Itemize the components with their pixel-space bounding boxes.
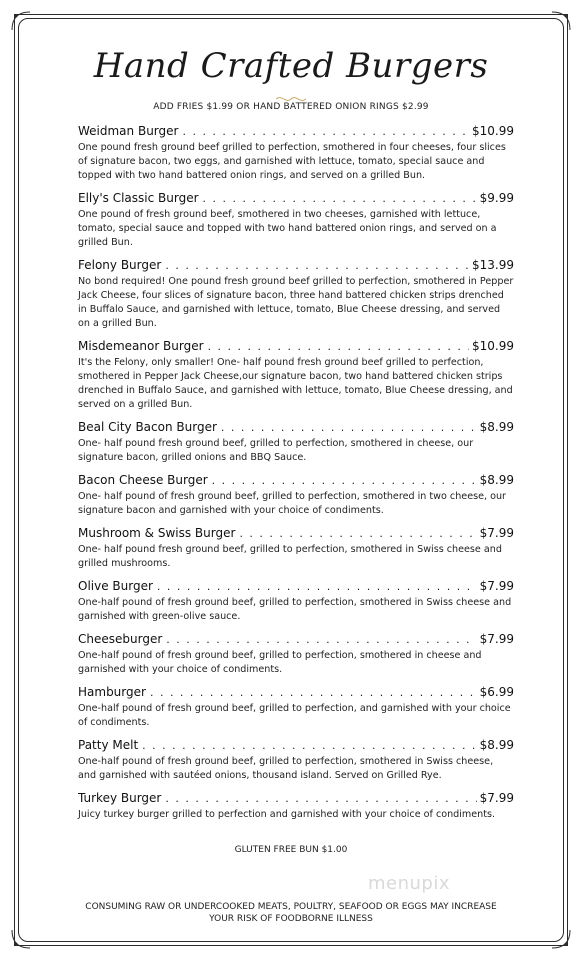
menu-item-description: One- half pound fresh ground beef, grilled to perfection, smothered in cheese, our signature bacon, grilled onions and BBQ Sauce. — [78, 438, 474, 463]
menu-item-name: Turkey Burger — [78, 791, 162, 805]
menu-item-price: $6.99 — [479, 685, 514, 699]
menu-item-name: Patty Melt — [78, 738, 139, 752]
menu-item-price: $7.99 — [479, 526, 514, 540]
menu-item-name: Mushroom & Swiss Burger — [78, 526, 236, 540]
corner-flourish-icon — [550, 10, 572, 32]
food-safety-warning — [0, 901, 582, 925]
page-title: Hand Crafted Burgers — [93, 46, 489, 86]
menu-item-list — [78, 124, 514, 830]
menu-item-name: Bacon Cheese Burger — [78, 473, 208, 487]
menu-item-header — [78, 791, 514, 806]
corner-flourish-icon — [10, 928, 32, 950]
menu-item-description: No bond required! One pound fresh ground beef grilled to perfection, smothered in Pepper Jack Cheese, four slices of signature bacon, three hand battered chicken strips drenched in Buffalo Sauce, and garnished with lettuce, tomato, Blue Cheese dressing, and served on a grilled Bun. — [78, 276, 514, 329]
dot-leader — [165, 258, 469, 273]
dot-leader — [239, 526, 476, 541]
warning-line-1: CONSUMING RAW OR UNDERCOOKED MEATS, POULTRY, SEAFOOD OR EGGS MAY INCREASE — [85, 902, 497, 912]
dot-leader — [166, 632, 476, 647]
menu-item-header — [78, 258, 514, 273]
menu-item-description: It's the Felony, only smaller! One- half pound fresh ground beef grilled to perfection, smothered in Pepper Jack Cheese,our signature bacon, two hand battered chicken strips drenched in Buffalo Sauce, and garnished with lettuce, tomato, Blue Cheese dressing, and served on a grilled Bun. — [78, 357, 513, 410]
menu-item-name: Felony Burger — [78, 258, 162, 272]
menu-item-header — [78, 685, 514, 700]
menu-item — [78, 473, 514, 518]
menu-item-name: Hamburger — [78, 685, 146, 699]
menu-item-name: Misdemeanor Burger — [78, 339, 204, 353]
menu-item-header — [78, 339, 514, 354]
corner-flourish-icon — [550, 928, 572, 950]
menu-item-header — [78, 526, 514, 541]
menu-item-price: $8.99 — [479, 420, 514, 434]
dot-leader — [182, 124, 469, 139]
menu-item-price: $7.99 — [479, 632, 514, 646]
menu-item — [78, 579, 514, 624]
dot-leader — [157, 579, 477, 594]
menu-item — [78, 685, 514, 730]
dot-leader — [208, 339, 469, 354]
menu-item-price: $8.99 — [479, 473, 514, 487]
menu-item-header — [78, 124, 514, 139]
menupix-watermark: menupix — [368, 873, 451, 894]
gluten-free-note: GLUTEN FREE BUN $1.00 — [234, 845, 348, 855]
menu-item-name: Cheeseburger — [78, 632, 163, 646]
warning-line-2: YOUR RISK OF FOODBORNE ILLNESS — [209, 914, 373, 924]
menu-item — [78, 526, 514, 571]
menu-item-name: Weidman Burger — [78, 124, 179, 138]
menu-item — [78, 632, 514, 677]
menu-item-price: $13.99 — [472, 258, 514, 272]
menu-item — [78, 791, 514, 822]
menu-item — [78, 738, 514, 783]
dot-leader — [142, 738, 476, 753]
dot-leader — [212, 473, 477, 488]
menu-item — [78, 258, 514, 331]
dot-leader — [203, 191, 477, 206]
menu-item-header — [78, 191, 514, 206]
menu-item — [78, 191, 514, 250]
menu-item-description: One pound of fresh ground beef, smothered in two cheeses, garnished with lettuce, tomato, special sauce and topped with two hand battered onion rings, and served on a grilled Bun. — [78, 209, 497, 248]
menu-item-header — [78, 632, 514, 647]
dot-leader — [150, 685, 477, 700]
menu-item-name: Beal City Bacon Burger — [78, 420, 217, 434]
menu-item — [78, 420, 514, 465]
menu-item-description: One-half pound of fresh ground beef, grilled to perfection, smothered in Swiss cheese, and garnished with sautéed onions, thousand island. Served on Grilled Rye. — [78, 756, 494, 781]
menu-item-description: One pound fresh ground beef grilled to perfection, smothered in four cheeses, four slices of signature bacon, two eggs, and garnished with lettuce, tomato, special sauce and topped with two hand battered onion rings, and served on a grilled Bun. — [78, 142, 506, 181]
menu-item — [78, 339, 514, 412]
menu-item-header — [78, 738, 514, 753]
menu-item-name: Olive Burger — [78, 579, 153, 593]
menu-item-header — [78, 473, 514, 488]
dot-leader — [221, 420, 477, 435]
menu-item-price: $9.99 — [479, 191, 514, 205]
menu-item — [78, 124, 514, 183]
menu-item-description: One-half pound of fresh ground beef, grilled to perfection, and garnished with your choice of condiments. — [78, 703, 511, 728]
add-ons-subtitle: ADD FRIES $1.99 OR HAND BATTERED ONION RINGS $2.99 — [153, 102, 429, 112]
menu-item-price: $10.99 — [472, 339, 514, 353]
menu-item-description: Juicy turkey burger grilled to perfection and garnished with your choice of condiments. — [78, 809, 496, 820]
menu-item-price: $8.99 — [479, 738, 514, 752]
dot-leader — [165, 791, 476, 806]
menu-item-header — [78, 579, 514, 594]
menu-item-price: $10.99 — [472, 124, 514, 138]
menu-item-header — [78, 420, 514, 435]
menu-item-price: $7.99 — [479, 791, 514, 805]
menu-item-description: One- half pound of fresh ground beef, grilled to perfection, smothered in two cheese, our signature bacon and garnished with your choice of condiments. — [78, 491, 506, 516]
menu-item-name: Elly's Classic Burger — [78, 191, 199, 205]
menu-item-description: One-half pound of fresh ground beef, grilled to perfection, smothered in cheese and garnished with your choice of condiments. — [78, 650, 482, 675]
menu-item-description: One-half pound of fresh ground beef, grilled to perfection, smothered in Swiss cheese and garnished with green-olive sauce. — [78, 597, 512, 622]
menu-item-price: $7.99 — [479, 579, 514, 593]
corner-flourish-icon — [10, 10, 32, 32]
menu-item-description: One- half pound fresh ground beef, grilled to perfection, smothered in Swiss cheese and grilled mushrooms. — [78, 544, 502, 569]
